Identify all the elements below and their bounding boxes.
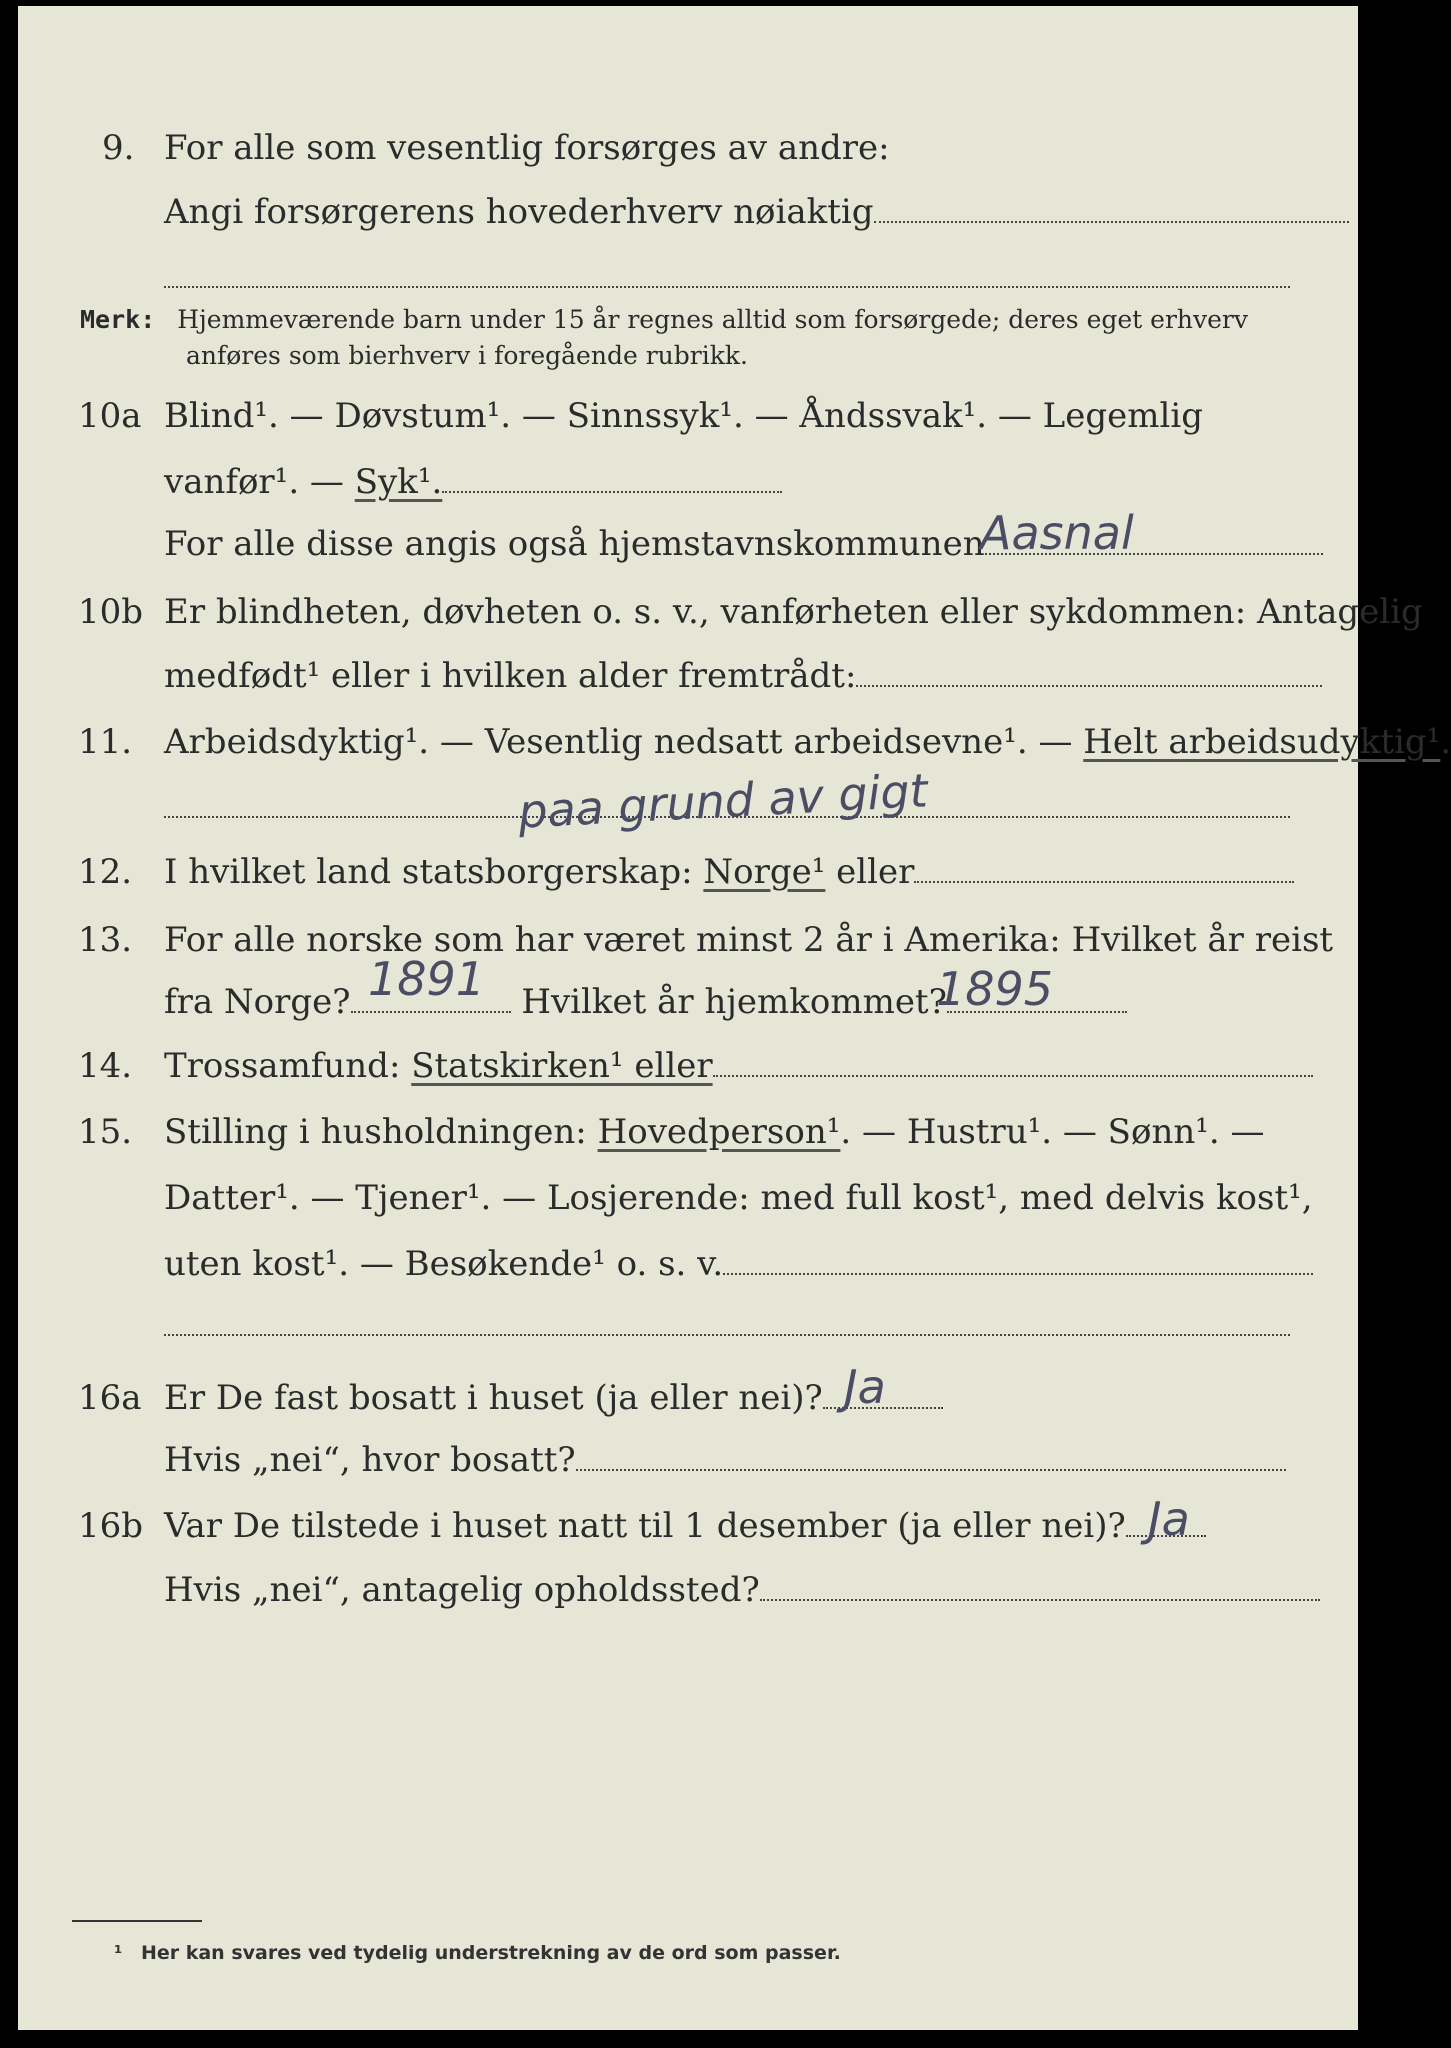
q9-line2-text: Angi forsørgerens hovederhverv nøiaktig <box>164 192 874 232</box>
q10a-line2 <box>164 462 782 502</box>
q16b-line2 <box>164 1570 1320 1610</box>
q10a-line2-text: vanfør¹. — <box>164 462 355 502</box>
q12-number: 12. <box>78 852 133 892</box>
q15-line3-text: uten kost¹. — Besøkende¹ o. s. v. <box>164 1244 724 1284</box>
q10a-handwritten-answer: Aasnal <box>980 506 1134 560</box>
q12-answer-line[interactable] <box>914 873 1294 883</box>
footnote <box>114 1942 841 1964</box>
q16a-handwritten-answer: Ja <box>844 1360 886 1414</box>
q16a-line2-text: Hvis „nei“, hvor bosatt? <box>164 1440 576 1480</box>
q13-line2a: fra Norge? <box>164 982 351 1022</box>
merk-line2: anføres som bierhverv i foregående rubrikk. <box>186 341 748 370</box>
merk-line1: Hjemmeværende barn under 15 år regnes alltid som forsørgede; deres eget erhverv <box>177 305 1248 334</box>
q9-extra-answer-line[interactable] <box>164 286 1290 288</box>
q15-answer-line[interactable] <box>723 1265 1313 1275</box>
q10b-number: 10b <box>78 592 144 632</box>
q16b-opholdssted-line[interactable] <box>760 1591 1320 1601</box>
q10a-line2-fill[interactable] <box>442 483 782 493</box>
q13-line1: For alle norske som har været minst 2 år i Amerika: Hvilket år reist <box>164 920 1334 960</box>
q11-line1-end: . <box>1440 722 1451 762</box>
q15-line2: Datter¹. — Tjener¹. — Losjerende: med full kost¹, med delvis kost¹, <box>164 1178 1313 1218</box>
q16a-number: 16a <box>78 1378 142 1418</box>
q16b-handwritten-answer: Ja <box>1148 1492 1190 1546</box>
q16b-line2-text: Hvis „nei“, antagelig opholdssted? <box>164 1570 760 1610</box>
q14-selected-statskirken: Statskirken¹ eller <box>411 1046 713 1086</box>
q14-text: Trossamfund: <box>164 1046 412 1086</box>
q13-handwritten-year-reist: 1891 <box>368 952 486 1006</box>
q11-line1-text: Arbeidsdyktig¹. — Vesentlig nedsatt arbeidsevne¹. — <box>164 722 1084 762</box>
q16b-line1-text: Var De tilstede i huset natt til 1 desember (ja eller nei)? <box>164 1506 1126 1546</box>
merk-label: Merk: <box>80 305 156 334</box>
q15-number: 15. <box>78 1112 133 1152</box>
q10a-line3 <box>164 524 1323 564</box>
q10a-syk-selected: Syk¹. <box>354 462 443 502</box>
q11-handwritten-answer: paa grund av gigt <box>516 763 929 839</box>
footnote-text: Her kan svares ved tydelig understrekning av de ord som passer. <box>140 1942 841 1964</box>
merk-note <box>80 302 1248 337</box>
q16a-line1-text: Er De fast bosatt i huset (ja eller nei)? <box>164 1378 823 1418</box>
q10a-number: 10a <box>78 396 142 436</box>
q9-line2 <box>164 192 1349 232</box>
q10b-answer-line[interactable] <box>856 677 1322 687</box>
q9-line1: For alle som vesentlig forsørges av andre: <box>164 128 890 168</box>
q13-number: 13. <box>78 920 133 960</box>
q16a-line2 <box>164 1440 1286 1480</box>
q15-selected-hovedperson: Hovedperson¹ <box>597 1112 841 1152</box>
q16a-line1 <box>164 1378 943 1418</box>
q16b-line1 <box>164 1506 1206 1546</box>
q16a-bosatt-line[interactable] <box>576 1461 1286 1471</box>
q14-number: 14. <box>78 1046 133 1086</box>
q10a-line1: Blind¹. — Døvstum¹. — Sinnssyk¹. — Åndssvak¹. — Legemlig <box>164 396 1203 436</box>
q10b-line1: Er blindheten, døvheten o. s. v., vanførheten eller sykdommen: Antagelig <box>164 592 1423 632</box>
q14-line <box>164 1046 1313 1086</box>
q9-number: 9. <box>102 128 135 168</box>
q12-line <box>164 852 1294 892</box>
footnote-mark: ¹ <box>114 1942 123 1964</box>
q15-line1-text: Stilling i husholdningen: <box>164 1112 598 1152</box>
q13-handwritten-year-hjemkommet: 1895 <box>936 962 1054 1016</box>
q11-selected-option: Helt arbeidsudyktig¹ <box>1083 722 1441 762</box>
q14-answer-line[interactable] <box>713 1067 1313 1077</box>
q15-line1 <box>164 1112 1264 1152</box>
q9-answer-line[interactable] <box>874 213 1349 223</box>
q13-line2b: Hvilket år hjemkommet? <box>521 982 947 1022</box>
q12-selected-norge: Norge¹ <box>703 852 826 892</box>
q16b-number: 16b <box>78 1506 144 1546</box>
q11-number: 11. <box>78 722 133 762</box>
q15-line1-rest: . — Hustru¹. — Sønn¹. — <box>840 1112 1265 1152</box>
q10a-line3-text: For alle disse angis også hjemstavnskommunen <box>164 524 985 564</box>
q10b-line2 <box>164 656 1322 696</box>
census-form-page <box>18 6 1451 2030</box>
q10b-line2-text: medfødt¹ eller i hvilken alder fremtrådt: <box>164 656 857 696</box>
q12-eller: eller <box>825 852 915 892</box>
footnote-rule <box>72 1920 202 1922</box>
q11-line1 <box>164 722 1451 762</box>
q15-line3 <box>164 1244 1313 1284</box>
q12-text: I hvilket land statsborgerskap: <box>164 852 704 892</box>
q15-extra-answer-line[interactable] <box>164 1334 1290 1336</box>
